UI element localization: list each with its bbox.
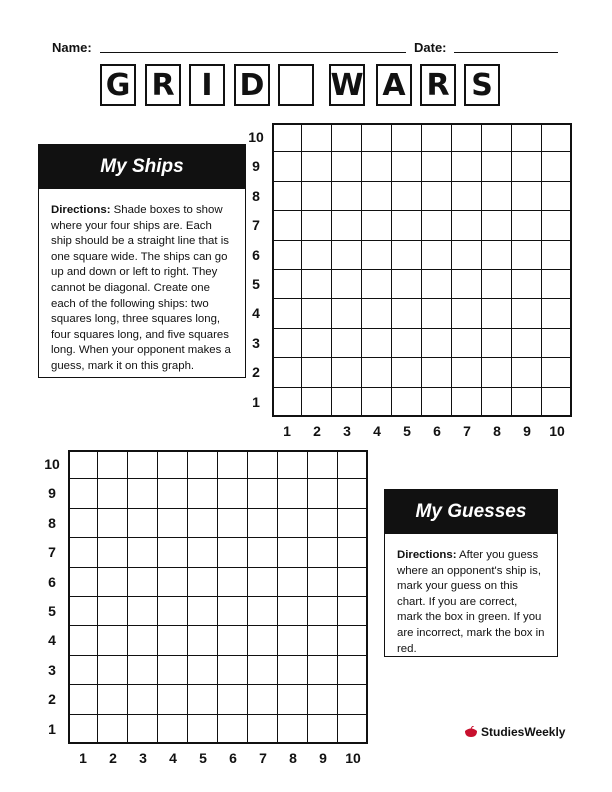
ships-grid-cell[interactable] (302, 299, 332, 328)
guesses-grid-cell[interactable] (188, 597, 218, 626)
guesses-grid-cell[interactable] (308, 656, 338, 685)
ships-grid-cell[interactable] (272, 123, 302, 152)
guesses-grid-cell[interactable] (128, 626, 158, 655)
guesses-grid-cell[interactable] (218, 626, 248, 655)
ships-grid-cell[interactable] (512, 388, 542, 417)
ships-grid-cell[interactable] (332, 270, 362, 299)
my-guesses-title: My Guesses (385, 490, 557, 534)
guesses-col-label: 6 (229, 750, 237, 766)
ships-grid-cell[interactable] (362, 299, 392, 328)
guesses-grid-cell[interactable] (158, 568, 188, 597)
guesses-grid-cell[interactable] (98, 685, 128, 714)
guesses-row-label: 3 (48, 661, 56, 678)
guesses-grid-cell[interactable] (188, 626, 218, 655)
ships-row-label: 2 (252, 364, 260, 381)
ships-grid-cell[interactable] (272, 299, 302, 328)
ships-grid-cell[interactable] (362, 152, 392, 181)
ships-grid-cell[interactable] (482, 388, 512, 417)
guesses-row-label: 1 (48, 720, 56, 737)
ships-grid-cell[interactable] (422, 329, 452, 358)
ships-grid-cell[interactable] (422, 270, 452, 299)
ships-row-label: 7 (252, 217, 260, 234)
ships-grid-cell[interactable] (392, 388, 422, 417)
ships-grid-cell[interactable] (542, 182, 572, 211)
guesses-grid-cell[interactable] (338, 450, 368, 479)
my-guesses-panel (384, 489, 558, 657)
date-label: Date: (414, 40, 447, 55)
my-ships-grid (272, 123, 572, 417)
my-ships-title: My Ships (39, 145, 245, 189)
title-letter-box: A (376, 64, 412, 106)
ships-grid-cell[interactable] (392, 299, 422, 328)
ships-grid-cell[interactable] (272, 388, 302, 417)
guesses-grid-cell[interactable] (98, 597, 128, 626)
guesses-grid-cell[interactable] (338, 715, 368, 744)
ships-grid-cell[interactable] (512, 123, 542, 152)
guesses-grid-cell[interactable] (248, 479, 278, 508)
guesses-grid-cell[interactable] (158, 509, 188, 538)
guesses-grid-cell[interactable] (188, 509, 218, 538)
guesses-grid-cell[interactable] (278, 626, 308, 655)
ships-grid-cell[interactable] (482, 358, 512, 387)
ships-grid-cell[interactable] (392, 329, 422, 358)
guesses-grid-cell[interactable] (278, 597, 308, 626)
ships-col-label: 4 (373, 423, 381, 439)
guesses-grid-cell[interactable] (98, 715, 128, 744)
ships-col-label: 5 (403, 423, 411, 439)
guesses-row-label: 10 (44, 456, 60, 472)
guesses-row-label: 5 (48, 603, 56, 619)
guesses-grid-cell[interactable] (308, 597, 338, 626)
guesses-grid-cell[interactable] (128, 685, 158, 714)
my-guesses-grid (68, 450, 368, 744)
guesses-grid-cell[interactable] (338, 597, 368, 626)
ships-row-label: 4 (252, 305, 260, 322)
ships-grid-cell[interactable] (332, 211, 362, 240)
guesses-grid-cell[interactable] (158, 479, 188, 508)
guesses-grid-cell[interactable] (68, 626, 98, 655)
guesses-grid-cell[interactable] (338, 656, 368, 685)
date-line[interactable] (454, 52, 558, 53)
guesses-grid-cell[interactable] (68, 568, 98, 597)
guesses-col-label: 8 (289, 750, 297, 766)
guesses-grid-cell[interactable] (278, 715, 308, 744)
ships-grid-cell[interactable] (452, 270, 482, 299)
ships-grid-cell[interactable] (542, 358, 572, 387)
ships-grid-cell[interactable] (272, 241, 302, 270)
guesses-grid-cell[interactable] (68, 656, 98, 685)
guesses-grid-cell[interactable] (128, 656, 158, 685)
ships-grid-cell[interactable] (542, 241, 572, 270)
ships-grid-cell[interactable] (482, 123, 512, 152)
ships-grid-cell[interactable] (302, 211, 332, 240)
ships-grid-cell[interactable] (302, 241, 332, 270)
ships-grid-cell[interactable] (452, 123, 482, 152)
guesses-grid-cell[interactable] (188, 685, 218, 714)
ships-grid-cell[interactable] (482, 211, 512, 240)
ships-grid-cell[interactable] (272, 270, 302, 299)
guesses-grid-cell[interactable] (128, 597, 158, 626)
title-letter-box: G (100, 64, 136, 106)
ships-grid-cell[interactable] (542, 388, 572, 417)
guesses-row-label: 4 (48, 632, 56, 649)
ships-grid-cell[interactable] (542, 270, 572, 299)
ships-grid-cell[interactable] (392, 123, 422, 152)
ships-grid-cell[interactable] (392, 241, 422, 270)
ships-grid-cell[interactable] (362, 123, 392, 152)
guesses-grid-cell[interactable] (218, 538, 248, 567)
directions-text: After you guess where an opponent's ship is, mark your guess on this chart. If you are correct, mark the box in green. If you are incorrect, mark the box in red. (397, 549, 545, 655)
guesses-grid-cell[interactable] (308, 509, 338, 538)
guesses-grid-cell[interactable] (158, 450, 188, 479)
guesses-grid-cell[interactable] (308, 685, 338, 714)
ships-grid-cell[interactable] (512, 358, 542, 387)
ships-grid-cell[interactable] (302, 123, 332, 152)
guesses-grid-cell[interactable] (278, 538, 308, 567)
ships-grid-cell[interactable] (272, 329, 302, 358)
guesses-grid-cell[interactable] (308, 626, 338, 655)
logo-text: StudiesWeekly (481, 725, 566, 739)
guesses-grid-cell[interactable] (248, 715, 278, 744)
guesses-grid-cell[interactable] (218, 450, 248, 479)
ships-grid-cell[interactable] (302, 358, 332, 387)
guesses-row-label: 7 (48, 544, 56, 561)
ships-col-label: 2 (313, 423, 321, 439)
ships-grid-cell[interactable] (332, 388, 362, 417)
ships-grid-cell[interactable] (452, 241, 482, 270)
ships-grid-cell[interactable] (332, 182, 362, 211)
guesses-grid-cell[interactable] (158, 715, 188, 744)
guesses-grid-cell[interactable] (248, 626, 278, 655)
ships-grid-cell[interactable] (452, 211, 482, 240)
guesses-grid-cell[interactable] (278, 568, 308, 597)
guesses-grid-cell[interactable] (248, 509, 278, 538)
guesses-grid-cell[interactable] (248, 685, 278, 714)
guesses-grid-cell[interactable] (68, 597, 98, 626)
ships-grid-cell[interactable] (482, 299, 512, 328)
title-letter-box (278, 64, 314, 106)
guesses-grid-cell[interactable] (158, 597, 188, 626)
guesses-grid-cell[interactable] (248, 450, 278, 479)
guesses-col-label: 4 (169, 750, 177, 766)
guesses-grid-cell[interactable] (68, 450, 98, 479)
ships-grid-cell[interactable] (452, 329, 482, 358)
ships-grid-cell[interactable] (422, 241, 452, 270)
ships-grid-cell[interactable] (512, 299, 542, 328)
ships-grid-cell[interactable] (482, 270, 512, 299)
guesses-grid-cell[interactable] (98, 450, 128, 479)
ships-grid-cell[interactable] (482, 152, 512, 181)
ships-col-label: 8 (493, 423, 501, 439)
ships-grid-cell[interactable] (452, 299, 482, 328)
guesses-grid-cell[interactable] (218, 715, 248, 744)
guesses-col-label: 2 (109, 750, 117, 766)
ships-col-label: 3 (343, 423, 351, 439)
guesses-grid-cell[interactable] (188, 568, 218, 597)
guesses-grid-cell[interactable] (98, 568, 128, 597)
ships-grid-cell[interactable] (332, 329, 362, 358)
guesses-grid-cell[interactable] (128, 509, 158, 538)
guesses-grid-cell[interactable] (188, 656, 218, 685)
directions-label: Directions: (397, 549, 457, 561)
guesses-grid-cell[interactable] (68, 685, 98, 714)
guesses-grid-cell[interactable] (98, 509, 128, 538)
guesses-grid-cell[interactable] (158, 538, 188, 567)
ships-grid-cell[interactable] (272, 211, 302, 240)
guesses-grid-cell[interactable] (158, 685, 188, 714)
guesses-grid-cell[interactable] (248, 538, 278, 567)
guesses-row-label: 9 (48, 485, 56, 502)
ships-grid-cell[interactable] (512, 329, 542, 358)
guesses-row-label: 6 (48, 573, 56, 590)
guesses-grid-cell[interactable] (278, 656, 308, 685)
guesses-grid-cell[interactable] (338, 479, 368, 508)
guesses-grid-cell[interactable] (308, 450, 338, 479)
guesses-grid-cell[interactable] (128, 450, 158, 479)
ships-grid-cell[interactable] (512, 152, 542, 181)
guesses-grid-cell[interactable] (188, 538, 218, 567)
guesses-grid-cell[interactable] (128, 568, 158, 597)
ships-col-label: 10 (549, 423, 565, 439)
guesses-grid-cell[interactable] (98, 656, 128, 685)
apple-icon (464, 726, 478, 738)
ships-grid-cell[interactable] (332, 358, 362, 387)
ships-grid-cell[interactable] (452, 358, 482, 387)
guesses-grid-cell[interactable] (68, 479, 98, 508)
guesses-grid-cell[interactable] (158, 656, 188, 685)
ships-grid-cell[interactable] (512, 270, 542, 299)
guesses-col-label: 1 (79, 750, 87, 766)
guesses-grid-cell[interactable] (158, 626, 188, 655)
ships-grid-cell[interactable] (422, 299, 452, 328)
directions-label: Directions: (51, 204, 111, 216)
guesses-grid-cell[interactable] (128, 479, 158, 508)
ships-grid-cell[interactable] (452, 182, 482, 211)
ships-col-label: 9 (523, 423, 531, 439)
guesses-col-label: 10 (345, 750, 361, 766)
guesses-grid-cell[interactable] (338, 626, 368, 655)
guesses-grid-cell[interactable] (218, 685, 248, 714)
ships-row-label: 1 (252, 393, 260, 410)
guesses-col-label: 3 (139, 750, 147, 766)
guesses-grid-cell[interactable] (188, 715, 218, 744)
ships-grid-cell[interactable] (482, 329, 512, 358)
ships-grid-cell[interactable] (332, 299, 362, 328)
studies-weekly-logo (464, 725, 565, 739)
name-line[interactable] (100, 52, 406, 53)
guesses-grid-cell[interactable] (98, 538, 128, 567)
ships-grid-cell[interactable] (542, 211, 572, 240)
ships-grid-cell[interactable] (302, 388, 332, 417)
guesses-grid-cell[interactable] (248, 656, 278, 685)
guesses-col-label: 7 (259, 750, 267, 766)
guesses-grid-cell[interactable] (278, 479, 308, 508)
guesses-grid-cell[interactable] (278, 450, 308, 479)
ships-grid-cell[interactable] (452, 388, 482, 417)
ships-grid-cell[interactable] (512, 241, 542, 270)
guesses-grid-cell[interactable] (68, 509, 98, 538)
guesses-row-label: 8 (48, 514, 56, 531)
ships-grid-cell[interactable] (362, 329, 392, 358)
guesses-grid-cell[interactable] (338, 568, 368, 597)
ships-grid-cell[interactable] (362, 270, 392, 299)
guesses-grid-cell[interactable] (128, 715, 158, 744)
ships-grid-cell[interactable] (512, 211, 542, 240)
guesses-row-label: 2 (48, 691, 56, 708)
ships-grid-cell[interactable] (362, 388, 392, 417)
ships-grid-cell[interactable] (332, 123, 362, 152)
ships-grid-cell[interactable] (482, 241, 512, 270)
title-letter-box: S (464, 64, 500, 106)
ships-grid-cell[interactable] (542, 152, 572, 181)
name-label: Name: (52, 40, 92, 55)
ships-grid-cell[interactable] (392, 152, 422, 181)
ships-grid-cell[interactable] (362, 211, 392, 240)
ships-grid-cell[interactable] (542, 123, 572, 152)
ships-grid-cell[interactable] (302, 152, 332, 181)
guesses-grid-cell[interactable] (248, 597, 278, 626)
guesses-grid-cell[interactable] (308, 715, 338, 744)
ships-row-label: 6 (252, 246, 260, 263)
title-letter-box: R (420, 64, 456, 106)
guesses-col-label: 5 (199, 750, 207, 766)
guesses-grid-cell[interactable] (308, 538, 338, 567)
guesses-grid-cell[interactable] (188, 479, 218, 508)
guesses-grid-cell[interactable] (278, 685, 308, 714)
my-ships-directions (39, 189, 245, 375)
guesses-grid-cell[interactable] (338, 509, 368, 538)
guesses-grid-cell[interactable] (98, 626, 128, 655)
ships-grid-cell[interactable] (392, 211, 422, 240)
ships-grid-cell[interactable] (482, 182, 512, 211)
ships-col-label: 7 (463, 423, 471, 439)
my-guesses-directions (385, 534, 557, 657)
guesses-col-label: 9 (319, 750, 327, 766)
title-letter-box: D (234, 64, 270, 106)
guesses-grid-cell[interactable] (188, 450, 218, 479)
guesses-grid-cell[interactable] (68, 715, 98, 744)
ships-grid-cell[interactable] (422, 152, 452, 181)
ships-grid-cell[interactable] (542, 299, 572, 328)
ships-grid-cell[interactable] (422, 182, 452, 211)
guesses-grid-cell[interactable] (68, 538, 98, 567)
guesses-grid-cell[interactable] (248, 568, 278, 597)
ships-grid-cell[interactable] (422, 388, 452, 417)
ships-grid-cell[interactable] (272, 358, 302, 387)
ships-grid-cell[interactable] (542, 329, 572, 358)
guesses-grid-cell[interactable] (338, 685, 368, 714)
guesses-grid-cell[interactable] (98, 479, 128, 508)
ships-grid-cell[interactable] (362, 241, 392, 270)
guesses-grid-cell[interactable] (218, 479, 248, 508)
ships-grid-cell[interactable] (302, 270, 332, 299)
ships-grid-cell[interactable] (422, 211, 452, 240)
guesses-grid-cell[interactable] (338, 538, 368, 567)
ships-grid-cell[interactable] (422, 123, 452, 152)
ships-grid-cell[interactable] (392, 358, 422, 387)
ships-row-label: 9 (252, 158, 260, 175)
guesses-grid-cell[interactable] (218, 568, 248, 597)
ships-grid-cell[interactable] (362, 182, 392, 211)
my-ships-panel (38, 144, 246, 378)
ships-grid-cell[interactable] (302, 182, 332, 211)
ships-grid-cell[interactable] (392, 182, 422, 211)
ships-grid-cell[interactable] (272, 182, 302, 211)
guesses-grid-cell[interactable] (308, 568, 338, 597)
directions-text: Shade boxes to show where your four ships are. Each ship should be a straight line that is one square wide. The ships can go up and down or left to right. They cannot be diagonal. Create one each of the following ships: two squares long, three squares long, four squares long, and five squares long. When your opponent makes a guess, mark it on this graph. (51, 204, 231, 372)
ships-grid-cell[interactable] (422, 358, 452, 387)
guesses-grid-cell[interactable] (308, 479, 338, 508)
ships-row-label: 10 (248, 129, 264, 145)
guesses-grid-cell[interactable] (218, 597, 248, 626)
ships-grid-cell[interactable] (512, 182, 542, 211)
ships-grid-cell[interactable] (302, 329, 332, 358)
ships-grid-cell[interactable] (362, 358, 392, 387)
guesses-grid-cell[interactable] (218, 509, 248, 538)
title-letter-box: I (189, 64, 225, 106)
ships-row-label: 5 (252, 276, 260, 292)
ships-grid-cell[interactable] (392, 270, 422, 299)
ships-col-label: 1 (283, 423, 291, 439)
ships-grid-cell[interactable] (452, 152, 482, 181)
ships-col-label: 6 (433, 423, 441, 439)
title-letter-box: R (145, 64, 181, 106)
ships-row-label: 3 (252, 334, 260, 351)
title-letter-box: W (329, 64, 365, 106)
ships-grid-cell[interactable] (332, 241, 362, 270)
ships-grid-cell[interactable] (272, 152, 302, 181)
guesses-grid-cell[interactable] (218, 656, 248, 685)
guesses-grid-cell[interactable] (278, 509, 308, 538)
ships-row-label: 8 (252, 187, 260, 204)
guesses-grid-cell[interactable] (128, 538, 158, 567)
ships-grid-cell[interactable] (332, 152, 362, 181)
